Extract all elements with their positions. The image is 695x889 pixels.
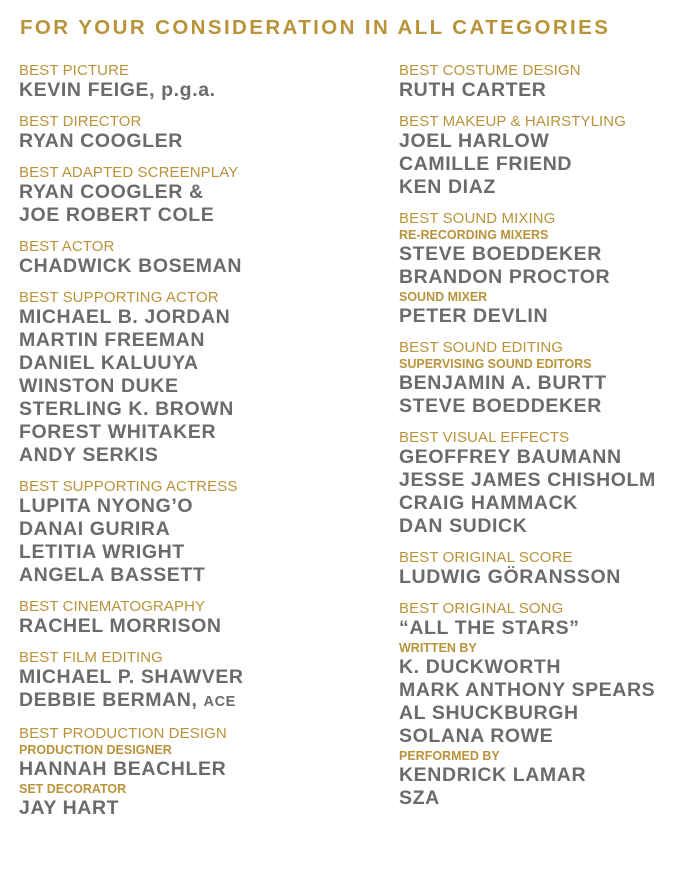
nominee-name: RUTH CARTER	[399, 79, 547, 101]
right-column	[399, 62, 689, 821]
nominee-name: RYAN COOGLER	[19, 130, 183, 152]
nominee-name: K. DUCKWORTH	[399, 656, 562, 678]
category-heading: BEST ORIGINAL SCORE	[399, 549, 573, 566]
left-column	[19, 62, 389, 831]
role-subheading: RE-RECORDING MIXERS	[399, 228, 549, 242]
role-subheading: PRODUCTION DESIGNER	[19, 743, 172, 757]
nominee-name: CAMILLE FRIEND	[399, 153, 573, 175]
nominee-name: MICHAEL B. JORDAN	[19, 306, 231, 328]
nominee-name: CRAIG HAMMACK	[399, 492, 578, 514]
nominee-name: ANDY SERKIS	[19, 444, 159, 466]
role-subheading: SOUND MIXER	[399, 290, 488, 304]
category-heading: BEST COSTUME DESIGN	[399, 62, 581, 79]
category-block-best-makeup-hairstyling	[399, 113, 689, 199]
nominee-credential: ACE	[203, 694, 236, 710]
nominee-name: BENJAMIN A. BURTT	[399, 372, 607, 394]
nominee-name: JESSE JAMES CHISHOLM	[399, 469, 656, 491]
category-heading: BEST MAKEUP & HAIRSTYLING	[399, 113, 627, 130]
nominee-name: STEVE BOEDDEKER	[399, 395, 602, 417]
nominee-name: PETER DEVLIN	[399, 305, 549, 327]
category-block-best-visual-effects	[399, 429, 689, 538]
nominee-name: DANIEL KALUUYA	[19, 352, 199, 374]
category-heading: BEST ORIGINAL SONG	[399, 600, 564, 617]
category-block-best-director	[19, 113, 389, 153]
nominee-name: FOREST WHITAKER	[19, 421, 217, 443]
nominee-name: SOLANA ROWE	[399, 725, 554, 747]
role-subheading: SUPERVISING SOUND EDITORS	[399, 357, 592, 371]
nominee-name: JOEL HARLOW	[399, 130, 550, 152]
nominee-name	[19, 689, 389, 714]
nominee-name: ANGELA BASSETT	[19, 564, 206, 586]
nominee-name: BRANDON PROCTOR	[399, 266, 611, 288]
category-block-best-actor	[19, 238, 389, 278]
category-block-best-production-design	[19, 725, 389, 820]
nominee-name: LUPITA NYONG’O	[19, 495, 194, 517]
nominee-name: LUDWIG GÖRANSSON	[399, 566, 621, 588]
category-heading: BEST SUPPORTING ACTRESS	[19, 478, 238, 495]
nominee-name: WINSTON DUKE	[19, 375, 179, 397]
nominee-name: STEVE BOEDDEKER	[399, 243, 602, 265]
category-heading: BEST SOUND EDITING	[399, 339, 564, 356]
nominee-name: DANAI GURIRA	[19, 518, 171, 540]
nominee-name-text: DEBBIE BERMAN,	[19, 689, 198, 711]
category-heading: BEST CINEMATOGRAPHY	[19, 598, 206, 615]
nominee-name: RACHEL MORRISON	[19, 615, 222, 637]
nominee-name: MICHAEL P. SHAWVER	[19, 666, 244, 688]
category-block-best-film-editing	[19, 649, 389, 714]
category-block-best-picture	[19, 62, 389, 102]
nominee-name: RYAN COOGLER &	[19, 181, 204, 203]
category-block-best-original-song	[399, 600, 689, 810]
nominee-name: SZA	[399, 787, 440, 809]
category-block-best-supporting-actress	[19, 478, 389, 587]
category-block-best-sound-mixing	[399, 210, 689, 328]
category-block-best-cinematography	[19, 598, 389, 638]
category-heading: BEST DIRECTOR	[19, 113, 142, 130]
nominee-name: LETITIA WRIGHT	[19, 541, 185, 563]
role-subheading: SET DECORATOR	[19, 782, 127, 796]
nominee-name: AL SHUCKBURGH	[399, 702, 579, 724]
category-block-best-adapted-screenplay	[19, 164, 389, 227]
nominee-name: STERLING K. BROWN	[19, 398, 234, 420]
nominee-name: KENDRICK LAMAR	[399, 764, 587, 786]
category-heading: BEST FILM EDITING	[19, 649, 163, 666]
nominee-name: JAY HART	[19, 797, 120, 819]
category-heading: BEST SUPPORTING ACTOR	[19, 289, 219, 306]
category-heading: BEST PICTURE	[19, 62, 130, 79]
nominee-name: DAN SUDICK	[399, 515, 528, 537]
category-block-best-supporting-actor	[19, 289, 389, 467]
category-heading: BEST ADAPTED SCREENPLAY	[19, 164, 239, 181]
category-block-best-sound-editing	[399, 339, 689, 418]
nominee-name: MARTIN FREEMAN	[19, 329, 206, 351]
page-title: FOR YOUR CONSIDERATION IN ALL CATEGORIES	[20, 16, 611, 39]
role-subheading: PERFORMED BY	[399, 749, 500, 763]
nominee-name: KEVIN FEIGE, p.g.a.	[19, 79, 216, 101]
category-heading: BEST VISUAL EFFECTS	[399, 429, 570, 446]
nominee-name: “ALL THE STARS”	[399, 617, 580, 639]
nominee-name: MARK ANTHONY SPEARS	[399, 679, 656, 701]
category-heading: BEST PRODUCTION DESIGN	[19, 725, 227, 742]
nominee-name: CHADWICK BOSEMAN	[19, 255, 243, 277]
category-heading: BEST ACTOR	[19, 238, 115, 255]
category-block-best-costume-design	[399, 62, 689, 102]
category-block-best-original-score	[399, 549, 689, 589]
nominee-name: GEOFFREY BAUMANN	[399, 446, 622, 468]
nominee-name: KEN DIAZ	[399, 176, 496, 198]
nominee-name: HANNAH BEACHLER	[19, 758, 227, 780]
role-subheading: WRITTEN BY	[399, 641, 477, 655]
nominee-name: JOE ROBERT COLE	[19, 204, 215, 226]
category-heading: BEST SOUND MIXING	[399, 210, 556, 227]
